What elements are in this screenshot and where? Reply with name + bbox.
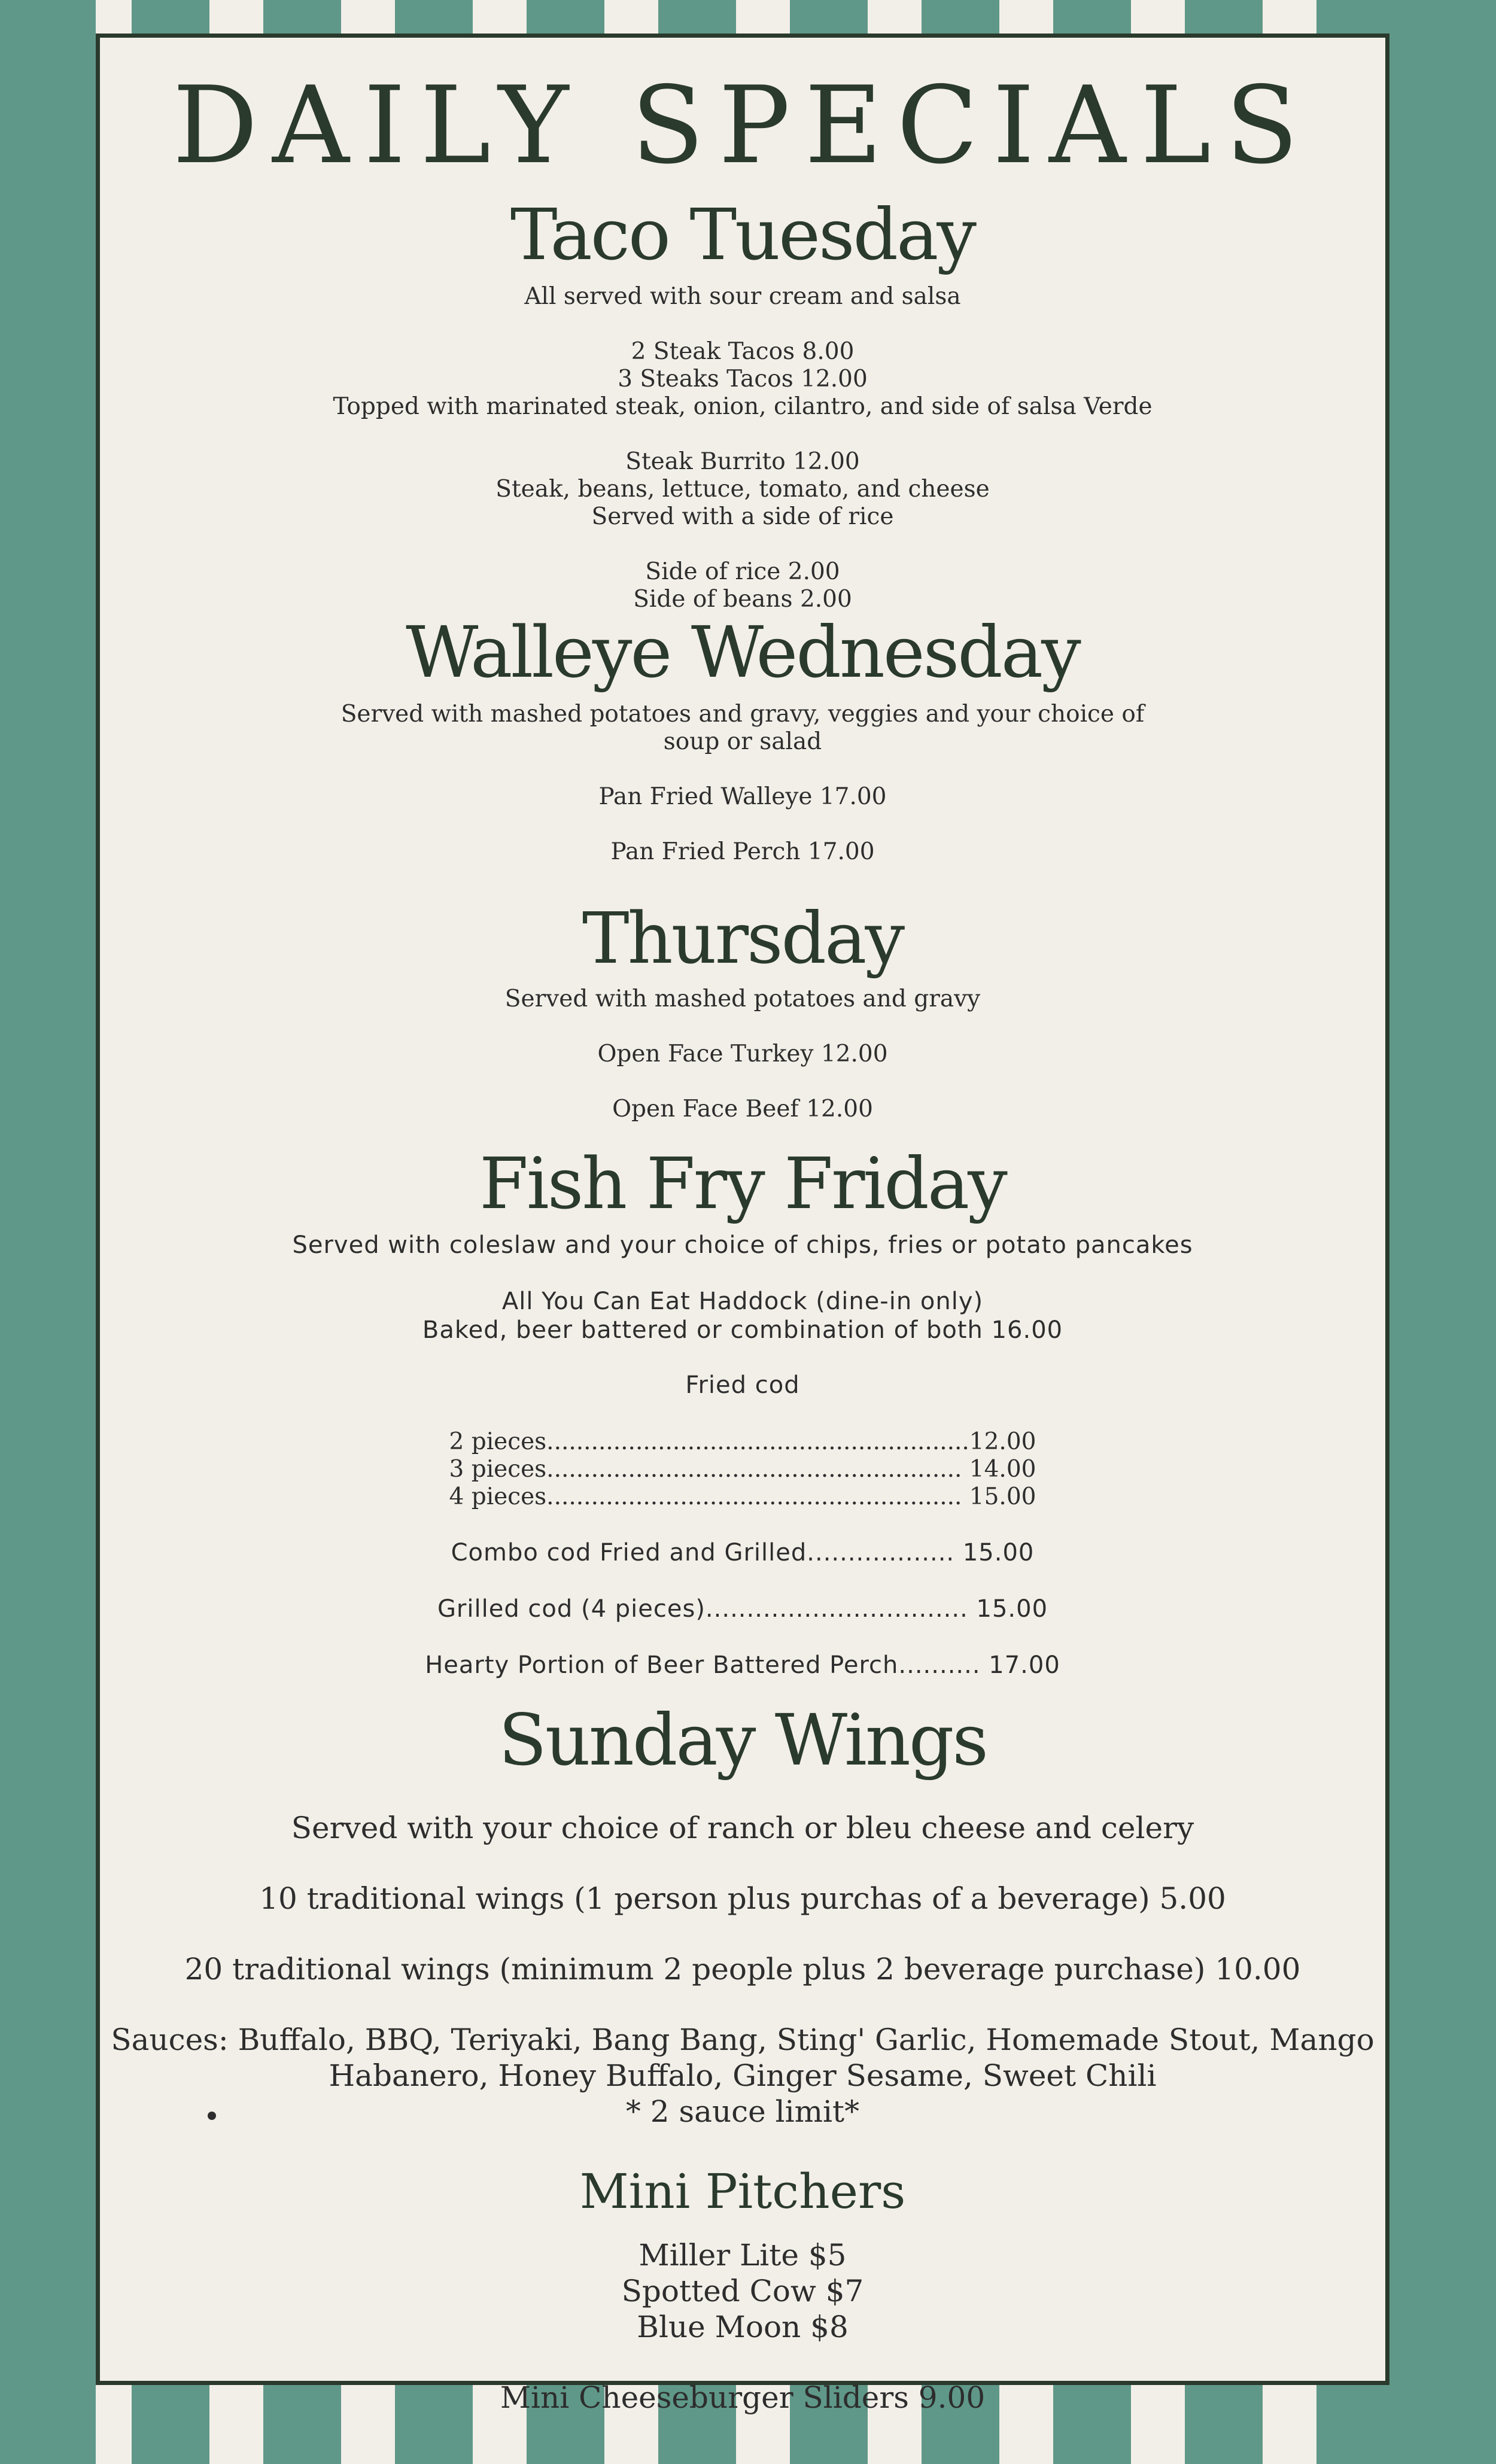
fish-fry-friday-heading: Fish Fry Friday bbox=[479, 1142, 1006, 1225]
menu-line: 20 traditional wings (minimum 2 people plus 2 beverage purchase) 10.00 bbox=[184, 1952, 1301, 1987]
menu-line: Blue Moon $8 bbox=[637, 2310, 849, 2344]
menu-line: Pan Fried Walleye 17.00 bbox=[598, 783, 887, 810]
sauces-line: Sauces: Buffalo, BBQ, Teriyaki, Bang Bang, Sting' Garlic, Homemade Stout, Mango bbox=[111, 2022, 1375, 2057]
menu-line: 2 Steak Tacos 8.00 bbox=[631, 338, 855, 365]
thursday-heading: Thursday bbox=[582, 897, 904, 979]
menu-line: Served with a side of rice bbox=[591, 503, 894, 530]
menu-line: Steak Burrito 12.00 bbox=[625, 448, 860, 475]
menu-line: 3 Steaks Tacos 12.00 bbox=[618, 366, 868, 393]
menu-line: Combo cod Fried and Grilled.................. 15.00 bbox=[451, 1539, 1035, 1566]
thursday-note: Served with mashed potatoes and gravy bbox=[504, 985, 981, 1012]
taco-tuesday-heading: Taco Tuesday bbox=[510, 193, 975, 276]
fish-fry-friday-note: Served with coleslaw and your choice of chips, fries or potato pancakes bbox=[292, 1231, 1193, 1259]
menu-panel bbox=[96, 34, 1389, 2415]
menu-line: Grilled cod (4 pieces)................................ 15.00 bbox=[437, 1595, 1048, 1623]
walleye-wednesday-note: Served with mashed potatoes and gravy, veggies and your choice of bbox=[340, 701, 1145, 728]
sauces-line-2: Habanero, Honey Buffalo, Ginger Sesame, Sweet Chili bbox=[329, 2058, 1157, 2093]
sunday-wings-note: Served with your choice of ranch or bleu cheese and celery bbox=[291, 1811, 1194, 1845]
menu-line: Side of rice 2.00 bbox=[645, 558, 840, 585]
menu-line: Baked, beer battered or combination of both 16.00 bbox=[422, 1316, 1063, 1344]
menu-line: Topped with marinated steak, onion, cilantro, and side of salsa Verde bbox=[333, 393, 1153, 420]
page-title: DAILY SPECIALS bbox=[172, 63, 1313, 187]
left-border-stripe bbox=[18, 0, 96, 2464]
walleye-wednesday-note-2: soup or salad bbox=[663, 728, 822, 755]
menu-line: All You Can Eat Haddock (dine-in only) bbox=[501, 1288, 984, 1315]
fried-cod-label: Fried cod bbox=[685, 1371, 800, 1399]
menu-line: 2 pieces.........................................................12.00 bbox=[449, 1428, 1036, 1455]
taco-tuesday-note: All served with sour cream and salsa bbox=[524, 283, 961, 310]
menu-line: Pan Fried Perch 17.00 bbox=[610, 838, 875, 865]
menu-line: Steak, beans, lettuce, tomato, and cheese bbox=[495, 476, 990, 503]
sliders-line: Mini Cheeseburger Sliders 9.00 bbox=[500, 2380, 986, 2415]
menu-line: Open Face Beef 12.00 bbox=[612, 1096, 873, 1123]
menu-line: Hearty Portion of Beer Battered Perch.......... 17.00 bbox=[425, 1651, 1060, 1679]
menu-line: 10 traditional wings (1 person plus purchas of a beverage) 5.00 bbox=[259, 1881, 1226, 1916]
menu-line: Side of beans 2.00 bbox=[633, 586, 852, 613]
menu-line: 4 pieces........................................................ 15.00 bbox=[449, 1483, 1036, 1510]
sauce-limit: * 2 sauce limit* bbox=[625, 2094, 860, 2129]
sunday-wings-heading: Sunday Wings bbox=[498, 1699, 987, 1781]
menu-line: 3 pieces........................................................ 14.00 bbox=[449, 1456, 1036, 1483]
walleye-wednesday-heading: Walleye Wednesday bbox=[406, 611, 1080, 693]
menu-line: Miller Lite $5 bbox=[638, 2238, 847, 2273]
menu-line: Spotted Cow $7 bbox=[621, 2274, 864, 2308]
mini-pitchers-heading: Mini Pitchers bbox=[579, 2164, 906, 2219]
menu-line: Open Face Turkey 12.00 bbox=[597, 1041, 888, 1067]
right-border-stripe bbox=[1394, 0, 1472, 2464]
